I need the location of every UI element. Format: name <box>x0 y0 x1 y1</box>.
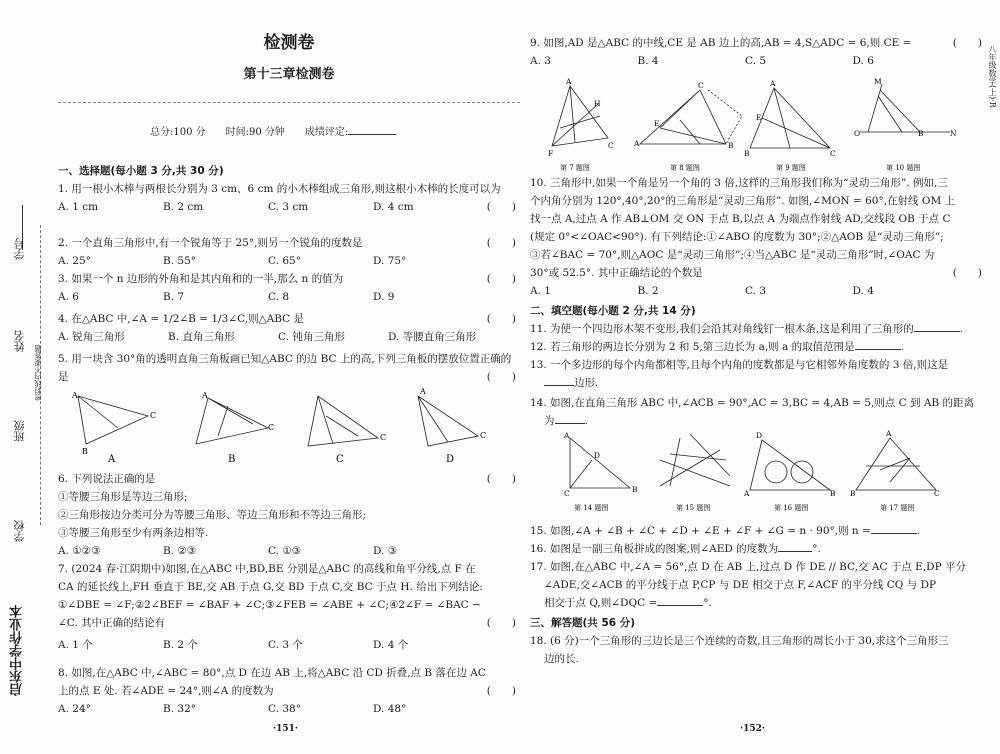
q2-answer[interactable]: ( ) <box>486 237 516 249</box>
binding-sidebar <box>0 0 52 754</box>
svg-text:N: N <box>950 129 957 138</box>
q6-statement: ②三角形按边分类可分为等腰三角形、等边三角形和不等边三角形; <box>58 509 367 521</box>
option[interactable]: A. ①②③ <box>58 545 101 557</box>
option[interactable]: C. 钝角三角形 <box>278 331 345 343</box>
q5-stem: 5. 用一块含 30°角的透明直角三角板画已知△ABC 的边 BC 上的高,下列三角板的摆放位置正确的是 <box>58 353 512 383</box>
q8-options <box>58 700 478 718</box>
svg-text:B: B <box>830 489 836 498</box>
svg-text:O: O <box>854 129 861 138</box>
option[interactable]: D. 75° <box>373 255 407 267</box>
option[interactable]: B. ②③ <box>163 545 197 557</box>
figures-7-10 <box>530 76 986 174</box>
option[interactable]: C. 8 <box>268 291 290 303</box>
svg-text:B: B <box>744 149 750 158</box>
fig10-caption: 第 10 题图 <box>886 164 921 172</box>
q17-line: 17. 如图,在△ABC 中,∠A = 56°,点 D 在 AB 上,过点 D 作 DE // BC,交 AC 于点 E,DP 平分 <box>530 561 966 573</box>
svg-text:C: C <box>698 81 704 90</box>
option[interactable]: A. 1 个 <box>58 639 93 651</box>
option[interactable]: C. ①③ <box>268 545 302 557</box>
option[interactable]: D. 9 <box>373 291 395 303</box>
question-14: 14. 如图,在直角三角形 ABC 中,∠ACB = 90°,AC = 3,BC = 4,AB = 5,则点 C 到 AB 的距离 为 . <box>530 394 986 430</box>
option[interactable]: A. 1 cm <box>58 201 99 213</box>
option[interactable]: A. 24° <box>58 703 91 715</box>
option[interactable]: C. 3 个 <box>268 639 303 651</box>
svg-text:D: D <box>594 451 601 460</box>
svg-text:A: A <box>886 430 892 438</box>
q18-line: 边的长. <box>544 653 579 665</box>
svg-text:B: B <box>632 485 638 494</box>
q4-options <box>58 328 498 346</box>
q10-answer[interactable]: ( ) <box>952 267 982 279</box>
svg-text:B: B <box>728 141 734 150</box>
q13-blank[interactable] <box>544 385 574 386</box>
option[interactable]: D. 等腰直角三角形 <box>388 331 477 343</box>
fig-d-caption: D <box>446 454 455 465</box>
svg-text:C: C <box>380 433 387 442</box>
fig15-caption: 第 15 题图 <box>676 504 711 512</box>
svg-text:A: A <box>72 391 78 400</box>
question-4 <box>58 310 520 346</box>
q16-tail: °. <box>812 543 821 555</box>
q7-line: ∠C. 其中正确的结论有 <box>58 617 166 629</box>
option[interactable]: D. 4 cm <box>373 201 414 213</box>
q3-answer[interactable]: ( ) <box>486 273 516 285</box>
q1-options <box>58 198 478 216</box>
svg-text:A: A <box>634 139 640 148</box>
svg-text:B: B <box>850 489 856 498</box>
option[interactable]: C. 38° <box>268 703 301 715</box>
question-18 <box>530 632 986 668</box>
page-subtitle: 第十三章检测卷 <box>243 67 335 82</box>
svg-text:C: C <box>480 431 487 440</box>
svg-text:E: E <box>756 113 762 122</box>
question-13 <box>530 356 986 392</box>
q6-options <box>58 542 478 560</box>
class-label: 班级 <box>13 420 26 442</box>
option[interactable]: D. 4 个 <box>373 639 409 651</box>
q10-line: 找一点 A,过点 A 作 AB⊥OM 交 ON 于点 B,以点 A 为端点作射线 AD,交线段 OB 于点 C <box>530 213 951 225</box>
svg-text:A: A <box>564 431 570 440</box>
question-8 <box>58 664 520 718</box>
option[interactable]: C. 3 cm <box>268 201 309 213</box>
page-number-right: ·152· <box>740 724 766 734</box>
q2-stem: 2. 一个直角三角形中,有一个锐角等于 25°,则另一个锐角的度数是 <box>58 237 363 249</box>
option[interactable]: B. 直角三角形 <box>168 331 235 343</box>
q6-stem: 6. 下列说法正确的是 <box>58 473 156 485</box>
option[interactable]: A. 1 <box>530 285 551 297</box>
q18-line: 18. (6 分)一个三角形的三边长是三个连续的奇数,且三角形的周长小于 30,求这个三角形三 <box>530 635 949 647</box>
q3-stem: 3. 如果一个 n 边形的外角和是其内角和的一半,那么 n 的值为 <box>58 273 344 285</box>
question-2 <box>58 234 520 270</box>
q7-line: 7. (2024 春·江阴期中)如图,在△ABC 中,BD,BE 分别是△ABC 的高线和角平分线,点 F 在 <box>58 563 476 575</box>
q8-line: 上的点 E 处. 若∠ADE = 24°,则∠A 的度数为 <box>58 685 274 697</box>
q4-answer[interactable]: ( ) <box>486 313 516 325</box>
q15-stem: 15. 如图,∠A + ∠B + ∠C + ∠D + ∠E + ∠F + ∠G = n · 90°,则 n = <box>530 525 871 537</box>
fig8-caption: 第 8 题图 <box>670 164 700 172</box>
svg-text:C: C <box>150 411 157 420</box>
option[interactable]: A. 3 <box>530 55 551 67</box>
section-fill: 二、填空题(每小题 2 分,共 14 分) <box>530 305 696 317</box>
fig17-caption: 第 17 题图 <box>880 504 915 512</box>
q8-answer[interactable]: ( ) <box>486 685 516 697</box>
svg-text:A: A <box>770 79 776 88</box>
option[interactable]: D. 4 <box>852 285 874 297</box>
q16-blank[interactable] <box>778 551 812 552</box>
q7-answer[interactable]: ( ) <box>486 617 516 629</box>
q1-answer[interactable]: ( ) <box>486 201 516 213</box>
q17-blank[interactable] <box>657 605 703 606</box>
q9-answer[interactable]: ( ) <box>952 37 982 49</box>
q6-statement: ③等腰三角形至少有两条边相等. <box>58 527 209 539</box>
q4-stem: 4. 在△ABC 中,∠A = 1/2∠B = 1/3∠C,则△ABC 是 <box>58 313 305 325</box>
q14-stem: 14. 如图,在直角三角形 ABC 中,∠ACB = 90°,AC = 3,BC = 4,AB = 5,则点 C 到 AB 的距离 <box>530 397 974 409</box>
meta-text: 总分:100 分 时间:90 分钟 成绩评定: <box>150 127 349 138</box>
option[interactable]: A. 锐角三角形 <box>58 331 125 343</box>
fig16-caption: 第 16 题图 <box>774 504 809 512</box>
q13-stem: 13. 一个多边形的每个内角都相等,且每个内角的度数都是与它相邻外角度数的 3 倍,则这是 <box>530 359 949 371</box>
svg-text:D: D <box>756 431 763 440</box>
option[interactable]: B. 32° <box>163 703 197 715</box>
fig-a-caption: A <box>108 454 116 465</box>
q15-blank[interactable] <box>871 533 917 534</box>
brand-label: 启东中学作业本 <box>10 605 25 696</box>
q9-stem: 9. 如图,AD 是△ABC 的中线,CE 是 AB 边上的高,AB = 4,S△ADC = 6,则 CE = <box>530 37 912 49</box>
right-page <box>530 0 986 754</box>
school-label: 学校 <box>13 520 26 542</box>
q17-line: ∠ADE,交∠ACB 的平分线于点 P,CP 与 DE 相交于点 F,∠ACF 的平分线 CQ 与 DP <box>544 579 937 591</box>
option[interactable]: D. 48° <box>373 703 407 715</box>
q2-options <box>58 252 478 270</box>
q10-line: (规定 0°<∠OAC<90°). 有下列结论:①∠ABO 的度数为 30°;②△AOB 是“灵动三角形”; <box>530 231 944 243</box>
q17-line: 相交于点 Q,则∠DQC = <box>544 597 658 609</box>
svg-text:B: B <box>918 129 924 138</box>
q11-stem: 11. 为使一个四边形木架不变形,我们会沿其对角线钉一根木条,这是利用了三角形的 <box>530 323 914 335</box>
q17-tail: °. <box>703 597 712 609</box>
svg-text:H: H <box>594 99 601 108</box>
q13-tail: 边形. <box>574 377 599 389</box>
q14-blank[interactable] <box>555 423 585 424</box>
option[interactable]: C. 5 <box>745 55 767 67</box>
option[interactable]: D. ③ <box>373 545 398 557</box>
svg-text:E: E <box>654 119 660 128</box>
svg-text:A: A <box>420 387 426 396</box>
option[interactable]: B. 4 <box>637 55 659 67</box>
q10-options <box>530 282 960 300</box>
option[interactable]: C. 65° <box>268 255 301 267</box>
q16-stem: 16. 如图是一副三角板拼成的图案,则∠AED 的度数为 <box>530 543 779 555</box>
q7-line: ①∠DBE = ∠F;②2∠BEF = ∠BAF + ∠C;③∠FEB = ∠ABE + ∠C;④2∠F = ∠BAC − <box>58 599 481 611</box>
svg-text:C: C <box>564 489 570 498</box>
question-10 <box>530 174 986 300</box>
section-answer: 三、解答题(共 56 分) <box>530 617 636 629</box>
option[interactable]: A. 25° <box>58 255 91 267</box>
grade-blank[interactable] <box>348 134 396 135</box>
question-7 <box>58 560 520 654</box>
fig9-caption: 第 9 题图 <box>776 164 806 172</box>
question-17 <box>530 558 986 612</box>
divider <box>58 102 520 103</box>
q10-line: 个内角分别为 120°,40°,20°的三角形是“灵动三角形”. 如图,∠MON = 60°,在射线 OM 上 <box>530 195 956 207</box>
svg-text:A: A <box>202 391 208 400</box>
page-number-left: ·151· <box>273 724 299 734</box>
exam-meta <box>150 124 396 142</box>
q6-answer[interactable]: ( ) <box>486 473 516 485</box>
id-label: 学号 <box>13 238 26 260</box>
q10-line: 10. 三角形中,如果一个角是另一个角的 3 倍,这样的三角形我们称为“灵动三角形”. 例如,三 <box>530 177 948 189</box>
option[interactable]: B. 7 <box>163 291 185 303</box>
q1-stem: 1. 用一根小木棒与两根长分别为 3 cm、6 cm 的小木棒组成三角形,则这根小木棒的长度可以为 <box>58 183 501 195</box>
name-label: 姓名 <box>13 330 26 352</box>
svg-text:F: F <box>548 149 554 158</box>
option[interactable]: A. 6 <box>58 291 79 303</box>
svg-text:A: A <box>566 77 572 86</box>
question-9 <box>530 34 986 70</box>
svg-text:B: B <box>82 447 88 456</box>
question-5 <box>58 350 520 386</box>
svg-text:C: C <box>934 489 940 498</box>
q10-line: ③若∠BAC = 70°,则△AOC 是“灵动三角形”;④当△ABC 是“灵动三角形”时,∠OAC 为 <box>530 249 935 261</box>
option[interactable]: D. 6 <box>852 55 874 67</box>
q11-blank[interactable] <box>914 331 960 332</box>
question-6 <box>58 470 520 560</box>
q7-options <box>58 636 478 654</box>
q10-line: 30°或 52.5°. 其中正确结论的个数是 <box>530 267 703 279</box>
svg-text:A: A <box>744 489 750 498</box>
option[interactable]: B. 55° <box>163 255 197 267</box>
fig-c-caption: C <box>336 454 344 465</box>
figures-14-17 <box>530 430 986 514</box>
q8-line: 8. 如图,在△ABC 中,∠ABC = 80°,点 D 在边 AB 上,将△ABC 沿 CD 折叠,点 B 落在边 AC <box>58 667 486 679</box>
q9-options <box>530 52 960 70</box>
fig14-caption: 第 14 题图 <box>574 504 609 512</box>
q3-options <box>58 288 478 306</box>
q5-answer[interactable]: ( ) <box>486 371 516 383</box>
fig-b-caption: B <box>228 454 236 465</box>
svg-text:C: C <box>268 423 275 432</box>
option[interactable]: B. 2 <box>637 285 659 297</box>
question-12: 12. 若三角形的两边长分别为 2 和 5,第三边长为 a,则 a 的取值范围是 . <box>530 341 904 353</box>
svg-text:M: M <box>874 77 882 86</box>
left-page <box>58 0 520 754</box>
q6-statement: ①等腰三角形是等边三角形; <box>58 491 188 503</box>
section-choice: 一、选择题(每小题 3 分,共 30 分) <box>58 165 224 177</box>
q5-figures <box>58 386 520 466</box>
svg-text:C: C <box>608 141 614 150</box>
q12-blank[interactable] <box>855 349 901 350</box>
question-3 <box>58 270 520 306</box>
page-title: 检测卷 <box>263 33 315 53</box>
q15-tail: . <box>916 525 921 537</box>
q7-line: CA 的延长线上,FH 垂直于 BE,交 AB 于点 G,交 BD 于点 C,交 BC 于点 H. 给出下列结论: <box>58 581 483 593</box>
svg-text:C: C <box>830 149 836 158</box>
option[interactable]: B. 2 cm <box>163 201 204 213</box>
question-11: 11. 为使一个四边形木架不变形,我们会沿其对角线钉一根木条,这是利用了三角形的 . <box>530 323 964 335</box>
option[interactable]: C. 3 <box>745 285 767 297</box>
question-16 <box>530 540 986 558</box>
edge-label: 八年级数学(上)·R <box>988 45 997 108</box>
fig7-caption: 第 7 题图 <box>560 164 590 172</box>
question-1 <box>58 180 520 216</box>
q12-stem: 12. 若三角形的两边长分别为 2 和 5,第三边长为 a,则 a 的取值范围是 <box>530 341 855 353</box>
option[interactable]: B. 2 个 <box>163 639 198 651</box>
seal-notice: 密封线内不要答题 <box>34 345 42 401</box>
question-15 <box>530 522 986 540</box>
q14-tail: 为 <box>544 415 555 427</box>
